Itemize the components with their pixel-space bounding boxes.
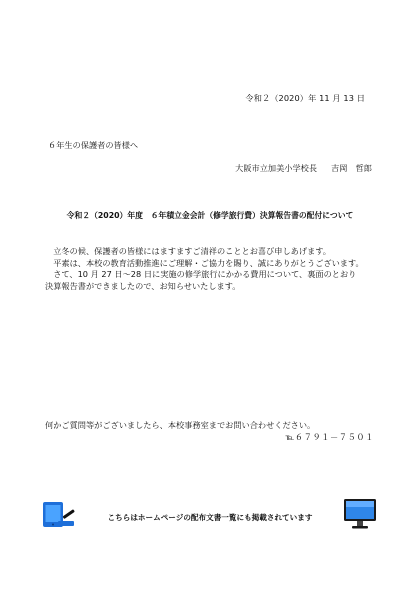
phone-number: ℡６７９１－７５０１	[285, 432, 374, 442]
body-line: 立冬の候、保護者の皆様にはますますご清祥のこととお喜び申しあげます。	[45, 246, 331, 256]
sender-name: 吉岡 哲郎	[331, 163, 372, 173]
sender-organization: 大阪市立加美小学校長	[235, 163, 318, 173]
document-date: 令和２（2020）年 11 月 13 日	[245, 93, 365, 103]
document-subject: 令和２（2020）年度 ６年積立金会計（修学旅行費）決算報告書の配付について	[66, 211, 354, 220]
sender-block	[235, 163, 372, 174]
body-line: 決算報告書ができましたので、お知らせいたします。	[45, 280, 241, 291]
inquiry-text: 何かご質問等がございましたら、本校事務室までお問い合わせください。	[45, 420, 316, 430]
body-line: 平素は、本校の教育活動推進にご理解・ご協力を賜り、誠にありがとうございます。	[45, 257, 364, 268]
body-line: さて、10 月 27 日～28 日に実施の修学旅行にかかる費用について、裏面のとおり	[45, 269, 357, 280]
recipient-line: ６年生の保護者の皆様へ	[48, 140, 139, 150]
body-text	[45, 246, 380, 292]
homepage-notice: こちらはホームページの配布文書一覧にも掲載されています	[107, 513, 313, 522]
